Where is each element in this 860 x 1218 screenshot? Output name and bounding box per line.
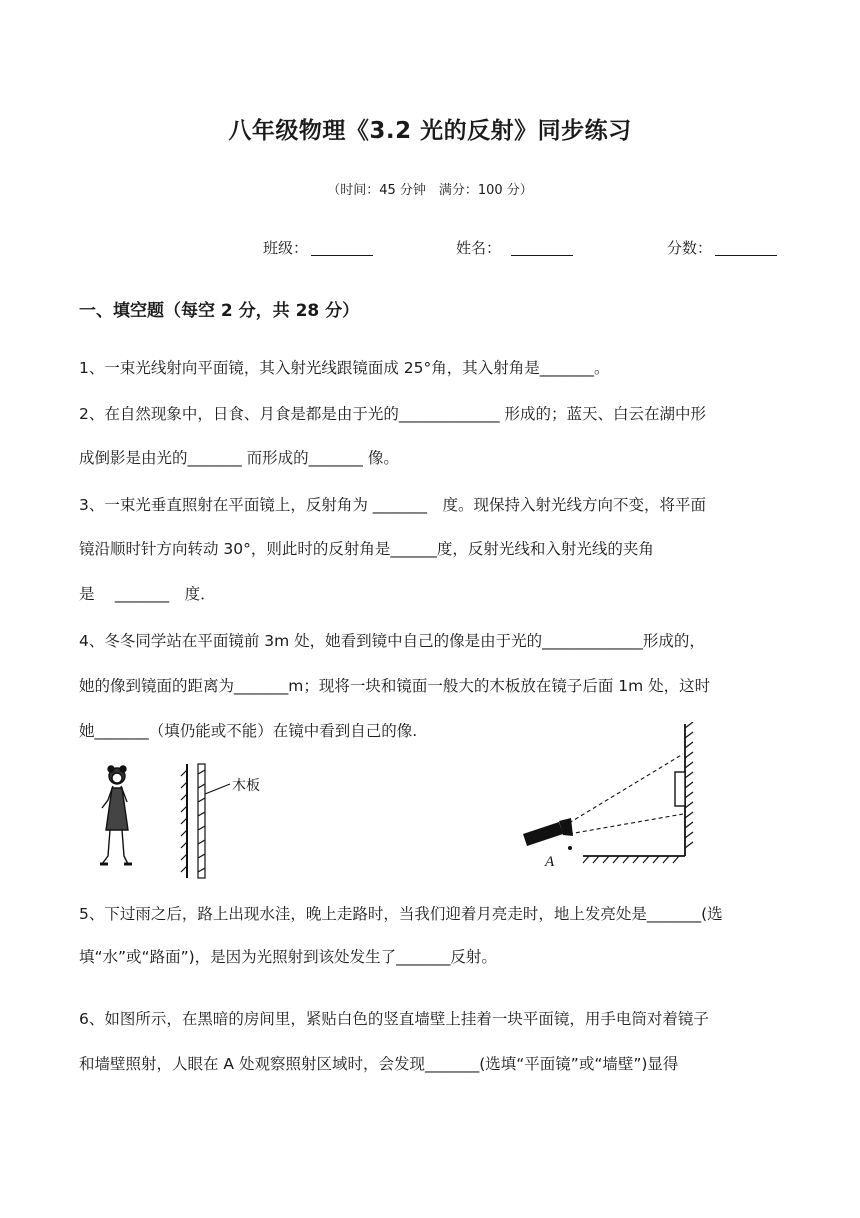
question-line: 2、在自然现象中，日食、月食是都是由于光的_____________ 形成的；蓝天、白云在湖中形 [79, 405, 707, 423]
section-heading: 一、填空题（每空 2 分，共 28 分） [79, 301, 360, 321]
question-line: 填“水”或“路面”)，是因为光照射到该处发生了_______反射。 [79, 948, 497, 966]
wall-illustration [685, 722, 693, 856]
board-illustration [198, 764, 230, 878]
class-field [263, 237, 373, 258]
light-rays [569, 754, 683, 834]
mirror-on-wall [675, 772, 685, 806]
girl-illustration [100, 766, 132, 864]
page-title: 八年级物理《3.2 光的反射》同步练习 [228, 118, 632, 144]
score-label: 分数： [667, 239, 713, 257]
flashlight-mirror-wall-figure [515, 722, 705, 870]
point-a-label: A [545, 854, 555, 870]
girl-mirror-board-figure [80, 760, 280, 882]
question-line: 6、如图所示，在黑暗的房间里，紧贴白色的竖直墙壁上挂着一块平面镜，用手电筒对着镜子 [79, 1010, 709, 1028]
name-blank[interactable] [511, 240, 573, 256]
question-line: 和墙壁照射，人眼在 A 处观察照射区域时，会发现_______(选填“平面镜”或“墙壁”)显得 [79, 1055, 679, 1073]
name-label: 姓名： [456, 239, 502, 257]
score-field [667, 237, 777, 258]
board-label: 木板 [232, 779, 260, 794]
question-line: 成倒影是由光的_______ 而形成的_______ 像。 [79, 449, 399, 467]
name-field [456, 237, 573, 258]
page-subtitle: （时间：45 分钟 满分：100 分） [327, 183, 533, 198]
floor-illustration [583, 856, 685, 863]
question-line: 4、冬冬同学站在平面镜前 3m 处，她看到镜中自己的像是由于光的_____________形成的， [79, 632, 705, 650]
question-line: 是 _______ 度． [79, 585, 216, 603]
question-line: 5、下过雨之后，路上出现水洼，晚上走路时，当我们迎着月亮走时，地上发亮处是_______(选 [79, 905, 723, 923]
class-label: 班级： [263, 239, 309, 257]
score-blank[interactable] [715, 240, 777, 256]
question-line: 她_______（填仍能或不能）在镜中看到自己的像. [79, 722, 418, 740]
question-line: 镜沿顺时针方向转动 30°，则此时的反射角是______度，反射光线和入射光线的夹角 [79, 540, 654, 558]
point-a-marker [568, 846, 572, 850]
question-line: 她的像到镜面的距离为_______m；现将一块和镜面一般大的木板放在镜子后面 1m 处，这时 [79, 677, 711, 695]
question-line: 1、一束光线射向平面镜，其入射光线跟镜面成 25°角，其入射角是_______。 [79, 359, 610, 377]
mirror-illustration [181, 764, 187, 878]
class-blank[interactable] [311, 240, 373, 256]
question-line: 3、一束光垂直照射在平面镜上，反射角为 _______ 度。现保持入射光线方向不变，将平面 [79, 496, 707, 514]
flashlight-icon [523, 818, 573, 846]
